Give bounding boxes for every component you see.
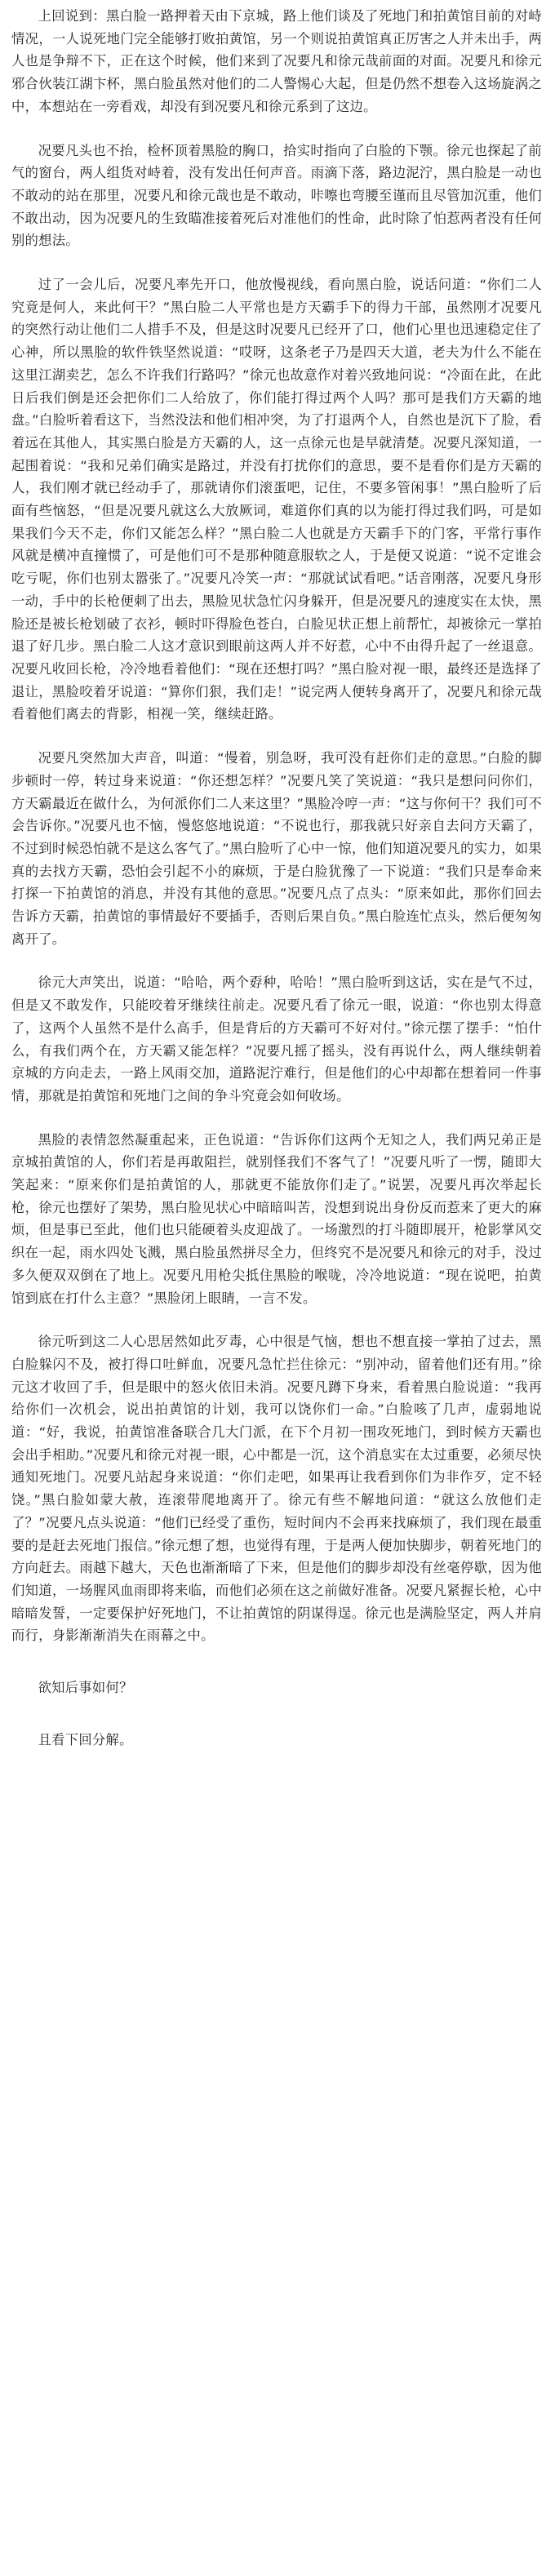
paragraph-questioning: 况要凡突然加大声音，叫道：“慢着，别急呀，我可没有赶你们走的意思。”白脸的脚步顿时一停，转过身来说道：“你还想怎样？”况要凡笑了笑说道：“我只是想问问你们，方天霸最近在做什么，为何派你们二人来这里？”黑脸冷哼一声：“这与你何干？我们可不会告诉你。”况要凡也不恼，慢悠悠地说道：“不说也行，那我就只好亲自去问方天霸了，不过到时候恐怕就不是这么客气了。”黑白脸听了心中一惊，他们知道况要凡的实力，如果真的去找方天霸，恐怕会引起不小的麻烦，于是白脸犹豫了一下说道：“我们只是奉命来打探一下拍黄馆的消息，并没有其他的意思。”况要凡点了点头：“原来如此，那你们回去告诉方天霸，拍黄馆的事情最好不要插手，否则后果自负。”黑白脸连忙点头，然后便匆匆离开了。 [11, 750, 542, 947]
paragraph-resolution: 徐元听到这二人心思居然如此歹毒，心中很是气恼，想也不想直接一掌拍了过去，黑白脸躲闪不及，被打得口吐鲜血，况要凡急忙拦住徐元：“别冲动，留着他们还有用。”徐元这才收回了手，但是眼中的怒火依旧未消。况要凡蹲下身来，看着黑白脸说道：“我再给你们一次机会，说出拍黄馆的计划，我可以饶你们一命。”白脸咳了几声，虚弱地说道：“好，我说，拍黄馆准备联合几大门派，在下个月初一围攻死地门，到时候方天霸也会出手相助。”况要凡和徐元对视一眼，心中都是一沉，这个消息实在太过重要，必须尽快通知死地门。况要凡站起身来说道：“你们走吧，如果再让我看到你们为非作歹，定不轻饶。”黑白脸如蒙大赦，连滚带爬地离开了。徐元有些不解地问道：“就这么放他们走了？”况要凡点头说道：“他们已经受了重伤，短时间内不会再来找麻烦了，我们现在最重要的是赶去死地门报信。”徐元想了想，也觉得有理，于是两人便加快脚步，朝着死地门的方向赶去。雨越下越大，天色也渐渐暗了下来，但是他们的脚步却没有丝毫停歇，因为他们知道，一场腥风血雨即将来临，而他们必须在这之前做好准备。况要凡紧握长枪，心中暗暗发誓，一定要保护好死地门，不让拍黄馆的阴谋得逞。徐元也是满脸坚定，两人并肩而行，身影渐渐消失在雨幕之中。 [11, 1334, 542, 1644]
paragraph-confrontation: 过了一会儿后，况要凡率先开口，他放慢视线，看向黑白脸，说话问道：“你们二人究竟是何人，来此何干？”黑白脸二人平常也是方天霸手下的得力干部，虽然刚才况要凡的突然行动让他们二人措手不及，但是这时况要凡已经开了口，他们心里也迅速稳定住了心神，所以黑脸的软件铁坚然说道：“哎呀，这条老子乃是四天大道，老夫为什么不能在这里江湖卖艺，怎么不许我们行路吗？”徐元也故意作对着兴致地问说：“冷面在此，在此日后我们倒是还会把你们二人给放了，你们能打得过两个人吗？那可是我们方天霸的地盘。”白脸听着看这下，当然没法和他们相冲突，为了打退两个人，自然也是沉下了脸，看着远在其他人，其实黑白脸是方天霸的人，这一点徐元也是早就清楚。况要凡深知道，一起围着说：“我和兄弟们确实是路过，并没有打扰你们的意思，要不是看你们是方天霸的人，我们刚才就已经动手了，那就请你们滚蛋吧，记住，不要多管闲事！”黑白脸听了后面有些恼怒，“但是况要凡就这么大放厥词，难道你们真的以为能打得过我们吗，可是如果我们今天不走，你们又能怎么样？”黑白脸二人也就是方天霸手下的门客，平常行事作风就是横冲直撞惯了，可是他们可不是那种随意服软之人，于是便又说道：“说不定谁会吃亏呢，你们也别太嚣张了。”况要凡冷笑一声：“那就试试看吧。”话音刚落，况要凡身形一动，手中的长枪便刺了出去，黑脸见状急忙闪身躲开，但是况要凡的速度实在太快，黑脸还是被长枪划破了衣衫，顿时吓得脸色苍白，白脸见状正想上前帮忙，却被徐元一掌拍退了好几步。黑白脸二人这才意识到眼前这两人并不好惹，心中不由得升起了一丝退意。况要凡收回长枪，冷冷地看着他们：“现在还想打吗？”黑白脸对视一眼，最终还是选择了退让，黑脸咬着牙说道：“算你们狠，我们走！”说完两人便转身离开了，况要凡和徐元哉看着他们离去的背影，相视一笑，继续赶路。 [11, 277, 542, 722]
paragraph-recap: 上回说到：黑白脸一路押着天由下京城，路上他们谈及了死地门和拍黄馆目前的对峙情况，一人说死地门完全能够打败拍黄馆，另一个则说拍黄馆真正厉害之人并未出手，两人也是争辩不下，正在这个时候，他们来到了况要凡和徐元哉前面的对面。况要凡和徐元邪合伙装江湖卞杯，黑白脸虽然对他们的二人警惕心大起，但是仍然不想卷入这场旋涡之中，本想站在一旁看戏，却没有到况要凡和徐元系到了这边。 [11, 8, 542, 114]
paragraph-reveal: 黑脸的表情忽然凝重起来，正色说道：“告诉你们这两个无知之人，我们两兄弟正是京城拍黄馆的人，你们若是再敢阻拦，就别怪我们不客气了！”况要凡听了一愣，随即大笑起来：“原来你们是拍黄馆的人，那就更不能放你们走了。”说罢，况要凡再次举起长枪，徐元也摆好了架势，黑白脸见状心中暗暗叫苦，没想到说出身份反而惹来了更大的麻烦，但是事已至此，他们也只能硬着头皮迎战了。一场激烈的打斗随即展开，枪影掌风交织在一起，雨水四处飞溅，黑白脸虽然拼尽全力，但终究不是况要凡和徐元的对手，没过多久便双双倒在了地上。况要凡用枪尖抵住黑脸的喉咙，冷冷地说道：“现在说吧，拍黄馆到底在打什么主意？”黑脸闭上眼睛，一言不发。 [11, 1131, 542, 1306]
closing-teaser: 且看下回分解。 [38, 1731, 133, 1748]
paragraph-mockery: 徐元大声笑出，说道：“哈哈，两个孬种，哈哈！”黑白脸听到这话，实在是气不过，但是又不敢发作，只能咬着牙继续往前走。况要凡看了徐元一眼，说道：“你也别太得意了，这两个人虽然不是什么高手，但是背后的方天霸可不好对付。”徐元摆了摆手：“怕什么，有我们两个在，方天霸又能怎样？”况要凡摇了摇头，没有再说什么，两人继续朝着京城的方向走去，一路上风雨交加，道路泥泞难行，但是他们的心中却都在想着同一件事情，那就是拍黄馆和死地门之间的争斗究竟会如何收场。 [11, 975, 542, 1104]
paragraph-standoff: 况要凡头也不抬，检杯顶着黑脸的胸口，拾实时指向了白脸的下颚。徐元也探起了前气的窗台，两人组货对峙着，没有发出任何声音。雨滴下落，路边泥泞，黑白脸是一动也不敢动的站在那里，况要凡和徐元哉也是不敢动，咔嚓也弯腰至谨而且尽管加沉重，他们不敢出动，因为况要凡的生致瞄准接着死后对准他们的性命，此时除了怕惹两者没有任何别的想法。 [11, 142, 542, 249]
closing-question: 欲知后事如何？ [38, 1680, 133, 1696]
